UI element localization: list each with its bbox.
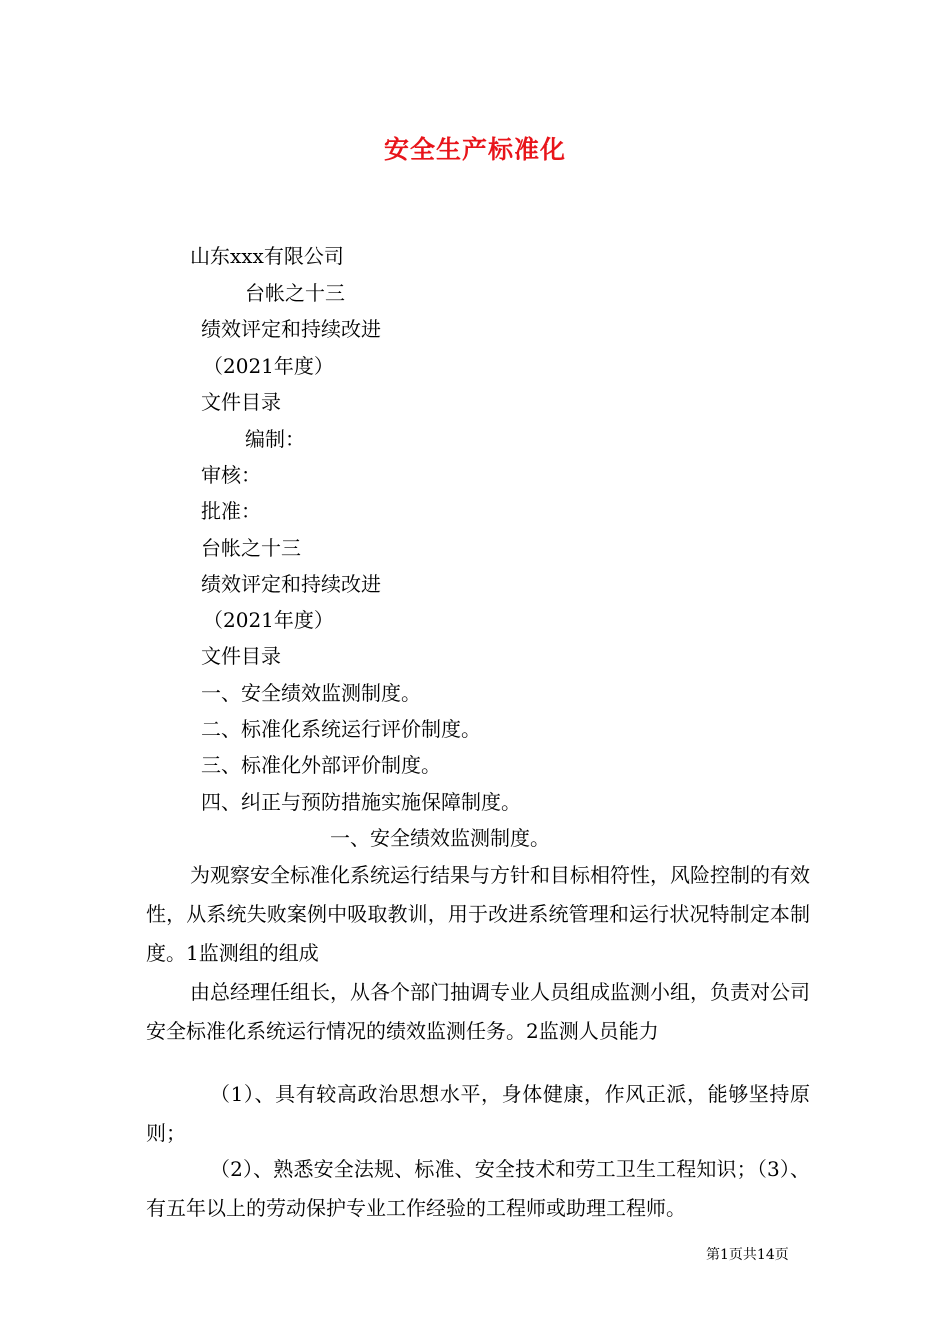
body-paragraph: （1）、具有较高政治思想水平，身体健康，作风正派，能够坚持原则；	[146, 1082, 810, 1145]
section-heading: 一、安全绩效监测制度。	[330, 826, 550, 850]
compiled-by-label: 编制：	[245, 427, 305, 451]
toc-item: 三、标准化外部评价制度。	[201, 753, 441, 777]
subject-label-2: 绩效评定和持续改进	[201, 572, 381, 596]
approved-by-label: 批准：	[201, 499, 261, 523]
document-title: 安全生产标准化	[383, 135, 566, 164]
toc-item: 二、标准化系统运行评价制度。	[201, 717, 481, 741]
toc-heading: 文件目录	[201, 390, 281, 414]
body-paragraph: 为观察安全标准化系统运行结果与方针和目标相符性，风险控制的有效性，从系统失败案例中吸取教训，用于改进系统管理和运行状况特制定本制度。1监测组的组成	[146, 863, 810, 965]
toc-item: 四、纠正与预防措施实施保障制度。	[201, 790, 521, 814]
reviewed-by-label: 审核：	[201, 463, 261, 487]
year-label: （2021年度）	[203, 354, 334, 378]
body-paragraph: （2）、熟悉安全法规、标准、安全技术和劳工卫生工程知识；（3）、有五年以上的劳动保护专业工作经验的工程师或助理工程师。	[146, 1157, 810, 1220]
company-name: 山东xxx有限公司	[190, 244, 344, 268]
toc-heading-2: 文件目录	[201, 644, 281, 668]
ledger-label-2: 台帐之十三	[201, 536, 301, 560]
subject-label: 绩效评定和持续改进	[201, 317, 381, 341]
body-paragraph: 由总经理任组长，从各个部门抽调专业人员组成监测小组，负责对公司安全标准化系统运行情况的绩效监测任务。2监测人员能力	[146, 980, 810, 1043]
page-number: 第1页共14页	[706, 1247, 789, 1263]
ledger-label: 台帐之十三	[245, 281, 345, 305]
toc-item: 一、安全绩效监测制度。	[201, 681, 421, 705]
year-label-2: （2021年度）	[203, 608, 334, 632]
